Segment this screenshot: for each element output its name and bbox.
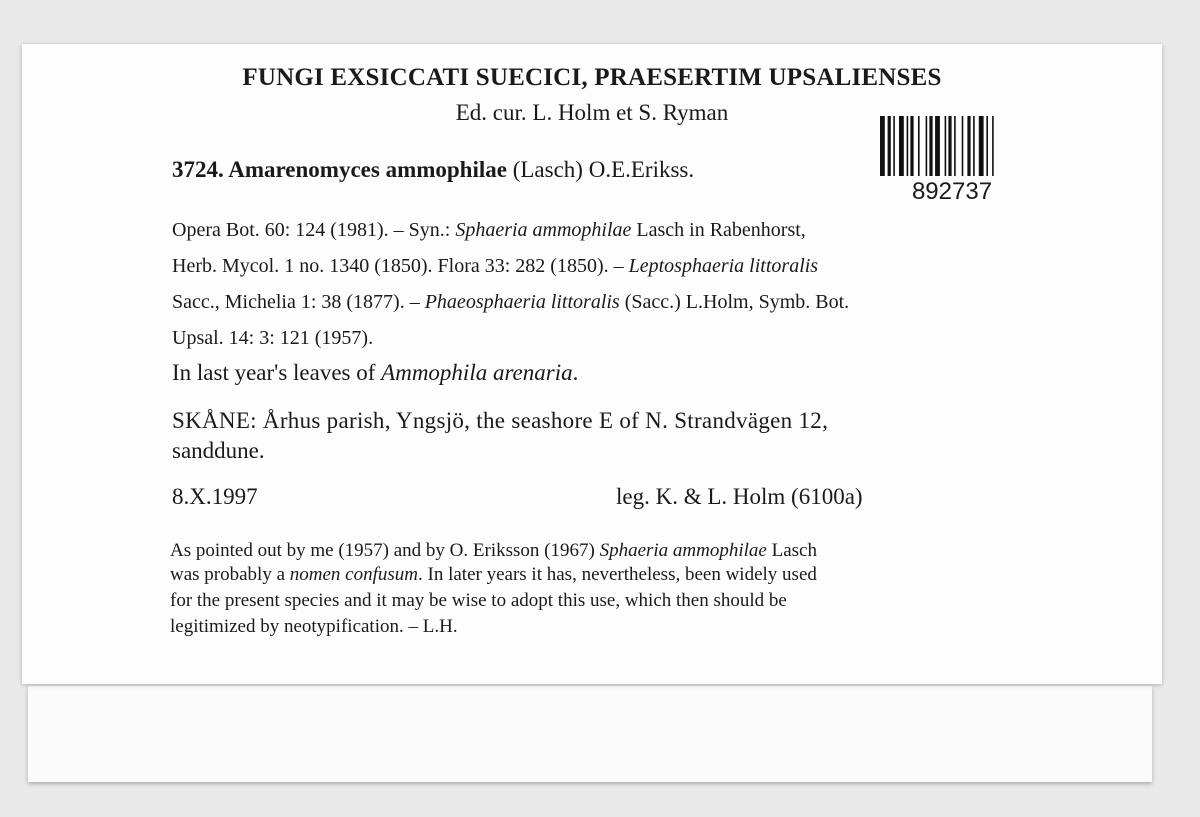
note-taxon: Sphaeria ammophilae	[599, 540, 767, 561]
note-text: Lasch	[766, 540, 817, 561]
locality-line-1: SKÅNE: Århus parish, Yngsjö, the seashore E of N. Strandvägen 12,	[172, 408, 829, 433]
substrate-text: In last year's leaves of	[172, 360, 382, 385]
note-term: nomen confusum	[289, 564, 419, 585]
reference-taxon: Leptosphaeria littoralis	[628, 255, 819, 277]
note-text: . In later years it has, nevertheless, been widely used	[418, 564, 817, 585]
reference-taxon: Sphaeria ammophilae	[455, 219, 632, 241]
barcode-number: 892737	[911, 178, 993, 205]
substrate-line	[172, 360, 578, 386]
barcode-icon	[878, 116, 1026, 176]
reference-line-3	[172, 284, 849, 320]
reference-line-2	[172, 248, 818, 284]
reference-line-4: Upsal. 14: 3: 121 (1957).	[172, 327, 374, 349]
species-number-name: 3724. Amarenomyces ammophilae	[172, 157, 507, 182]
host-name: Ammophila arenaria	[381, 360, 573, 385]
substrate-end: .	[572, 360, 579, 385]
note-line-4: legitimized by neotypification. – L.H.	[170, 616, 458, 637]
reference-text: Sacc., Michelia 1: 38 (1877). –	[172, 291, 425, 313]
reference-taxon: Phaeosphaeria littoralis	[424, 291, 620, 313]
note-line-1	[170, 540, 817, 562]
backing-sheet	[28, 686, 1152, 782]
note-line-3: for the present species and it may be wise to adopt this use, which then should be	[170, 590, 787, 611]
reference-text: (Sacc.) L.Holm, Symb. Bot.	[619, 291, 850, 313]
note-text: was probably a	[170, 564, 290, 585]
species-name	[172, 157, 694, 183]
editors-line: Ed. cur. L. Holm et S. Ryman	[455, 100, 729, 125]
reference-text: Lasch in Rabenhorst,	[631, 219, 806, 241]
specimen-label	[22, 44, 1162, 684]
note-line-2	[170, 564, 817, 586]
reference-line-1	[172, 212, 806, 248]
exsiccata-title: FUNGI EXSICCATI SUECICI, PRAESERTIM UPSALIENSES	[242, 64, 942, 91]
locality-line-2: sanddune.	[172, 438, 265, 463]
note-text: As pointed out by me (1957) and by O. Eriksson (1967)	[170, 540, 600, 561]
collection-date: 8.X.1997	[172, 484, 258, 509]
reference-text: Herb. Mycol. 1 no. 1340 (1850). Flora 33: 282 (1850). –	[172, 255, 629, 277]
species-authority: (Lasch) O.E.Erikss.	[506, 157, 695, 182]
collector: leg. K. & L. Holm (6100a)	[616, 484, 863, 509]
reference-text: Opera Bot. 60: 124 (1981). – Syn.:	[172, 219, 456, 241]
